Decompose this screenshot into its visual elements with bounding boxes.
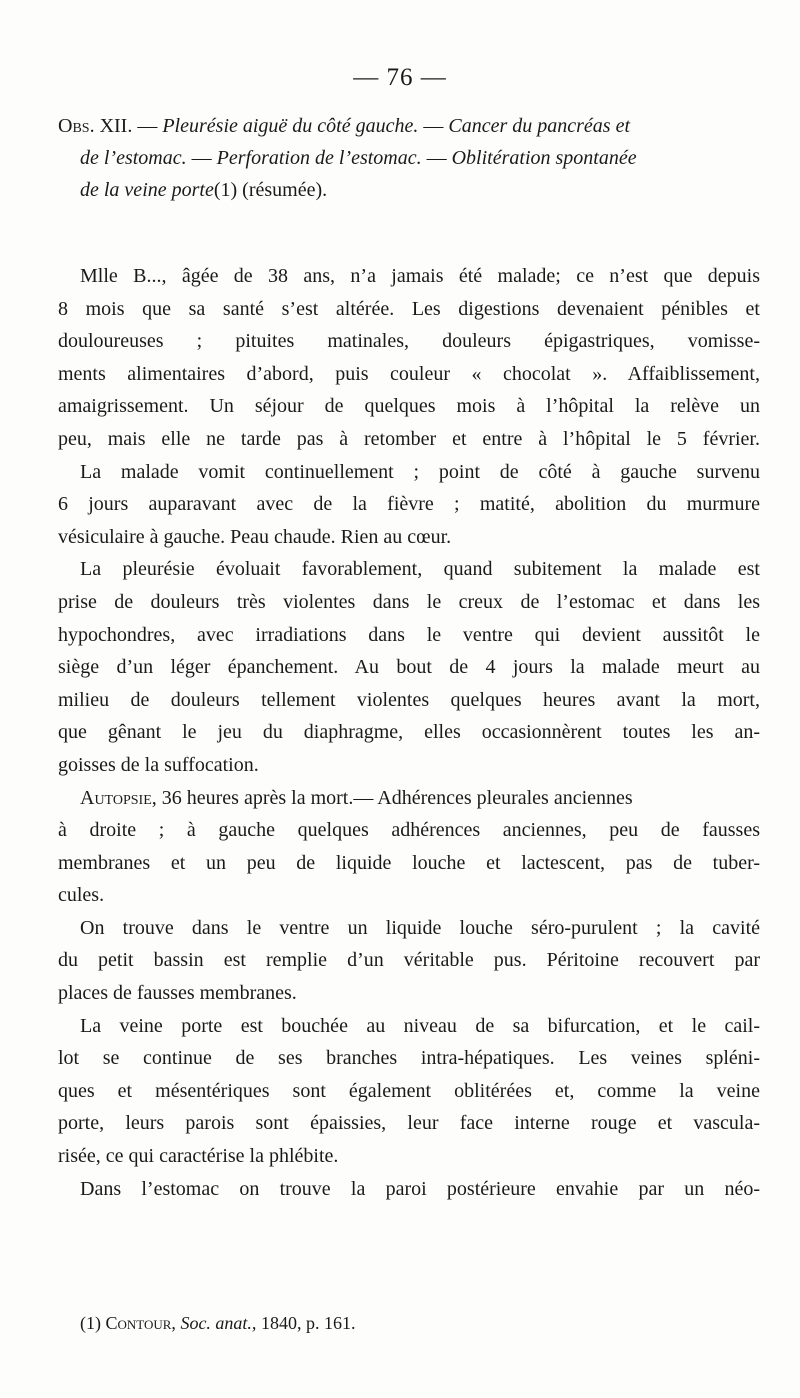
text-line: milieu de douleurs tellement violentes quelques heures avant la mort, bbox=[58, 688, 760, 711]
text-line: La pleurésie évoluait favorablement, quand subitement la malade est bbox=[80, 558, 760, 581]
autopsy-label: Autopsie, bbox=[80, 786, 157, 809]
text-line: Dans l’estomac on trouve la paroi postérieure envahie par un néo- bbox=[80, 1177, 760, 1200]
footnote-journal: Soc. anat., bbox=[175, 1313, 257, 1333]
text-line: cules. bbox=[58, 884, 105, 907]
text-line: vésiculaire à gauche. Peau chaude. Rien au cœur. bbox=[58, 525, 452, 548]
text-line: prise de douleurs très violentes dans le creux de l’estomac et dans les bbox=[58, 590, 760, 613]
title-cancer-cont: de l’estomac. bbox=[80, 147, 187, 169]
text-line: douloureuses ; pituites matinales, douleurs épigastriques, vomisse- bbox=[58, 330, 760, 353]
title-obliteration-cont: de la veine porte bbox=[80, 179, 214, 201]
observation-heading bbox=[58, 110, 758, 206]
autopsy-hours: 36 bbox=[156, 786, 187, 809]
title-pleuresie: Pleurésie aiguë du côté gauche. bbox=[162, 115, 419, 137]
text-line: porte, leurs parois sont épaissies, leur face interne rouge et vascula- bbox=[58, 1112, 760, 1135]
text-line: La malade vomit continuellement ; point de côté à gauche survenu bbox=[80, 460, 760, 483]
text-line: amaigrissement. Un séjour de quelques mois à l’hôpital la relève un bbox=[58, 395, 760, 418]
text-line: Mlle B..., âgée de 38 ans, n’a jamais été malade; ce n’est que depuis bbox=[80, 265, 760, 287]
title-separator: — bbox=[418, 115, 449, 137]
footnote-ref: (1) bbox=[213, 179, 238, 201]
footnote-details: 1840, p. 161. bbox=[256, 1313, 356, 1333]
heading-note: (résumée). bbox=[237, 179, 328, 201]
obs-number: XII. — bbox=[94, 115, 163, 137]
footnote-author: Contour, bbox=[105, 1313, 176, 1333]
text-line: places de fausses membranes. bbox=[58, 982, 297, 1005]
footnote-number: (1) bbox=[80, 1313, 106, 1333]
page-number: — 76 — bbox=[353, 64, 447, 91]
text-line: On trouve dans le ventre un liquide louche séro-purulent ; la cavité bbox=[80, 916, 760, 939]
text-line: du petit bassin est remplie d’un véritable pus. Péritoine recouvert par bbox=[58, 949, 760, 972]
title-separator: — bbox=[421, 147, 452, 169]
heading-line-3 bbox=[58, 174, 758, 206]
text-line: La veine porte est bouchée au niveau de sa bifurcation, et le cail- bbox=[80, 1014, 760, 1037]
text-line: que gênant le jeu du diaphragme, elles occasionnèrent toutes les an- bbox=[58, 721, 760, 744]
heading-line-2 bbox=[58, 142, 758, 174]
text-line: goisses de la suffocation. bbox=[58, 753, 259, 776]
title-cancer: Cancer du pancréas et bbox=[448, 115, 631, 137]
text-line: hypochondres, avec irradiations dans le ventre qui devient aussitôt le bbox=[58, 623, 760, 646]
text-line-autopsy bbox=[58, 782, 760, 815]
text-line: 8 mois que sa santé s’est altérée. Les digestions devenaient pénibles et bbox=[58, 297, 760, 320]
title-obliteration: Oblitération spontanée bbox=[451, 147, 637, 169]
obs-label: Obs. bbox=[58, 115, 95, 137]
text-line: membranes et un peu de liquide louche et lactescent, pas de tuber- bbox=[58, 851, 760, 874]
text-line: peu, mais elle ne tarde pas à retomber et entre à l’hôpital le 5 février. bbox=[58, 427, 760, 450]
text-line: siège d’un léger épanchement. Au bout de 4 jours la malade meurt au bbox=[58, 656, 760, 679]
heading-line-1 bbox=[58, 110, 758, 142]
text-line: 6 jours auparavant avec de la fièvre ; matité, abolition du murmure bbox=[58, 493, 760, 516]
text-line: risée, ce qui caractérise la phlébite. bbox=[58, 1145, 339, 1168]
title-separator: — bbox=[186, 147, 217, 169]
text-line: à droite ; à gauche quelques adhérences anciennes, peu de fausses bbox=[58, 819, 760, 842]
body-text bbox=[58, 260, 760, 1205]
title-perforation: Perforation de l’estomac. bbox=[216, 147, 422, 169]
footnote bbox=[80, 1313, 760, 1334]
autopsy-text: heures après la mort.— Adhérences pleurales anciennes bbox=[186, 786, 633, 809]
text-line: ments alimentaires d’abord, puis couleur « chocolat ». Affaiblissement, bbox=[58, 362, 760, 385]
text-line: ques et mésentériques sont également oblitérées et, comme la veine bbox=[58, 1079, 760, 1102]
text-line: lot se continue de ses branches intra-hépatiques. Les veines spléni- bbox=[58, 1047, 760, 1070]
